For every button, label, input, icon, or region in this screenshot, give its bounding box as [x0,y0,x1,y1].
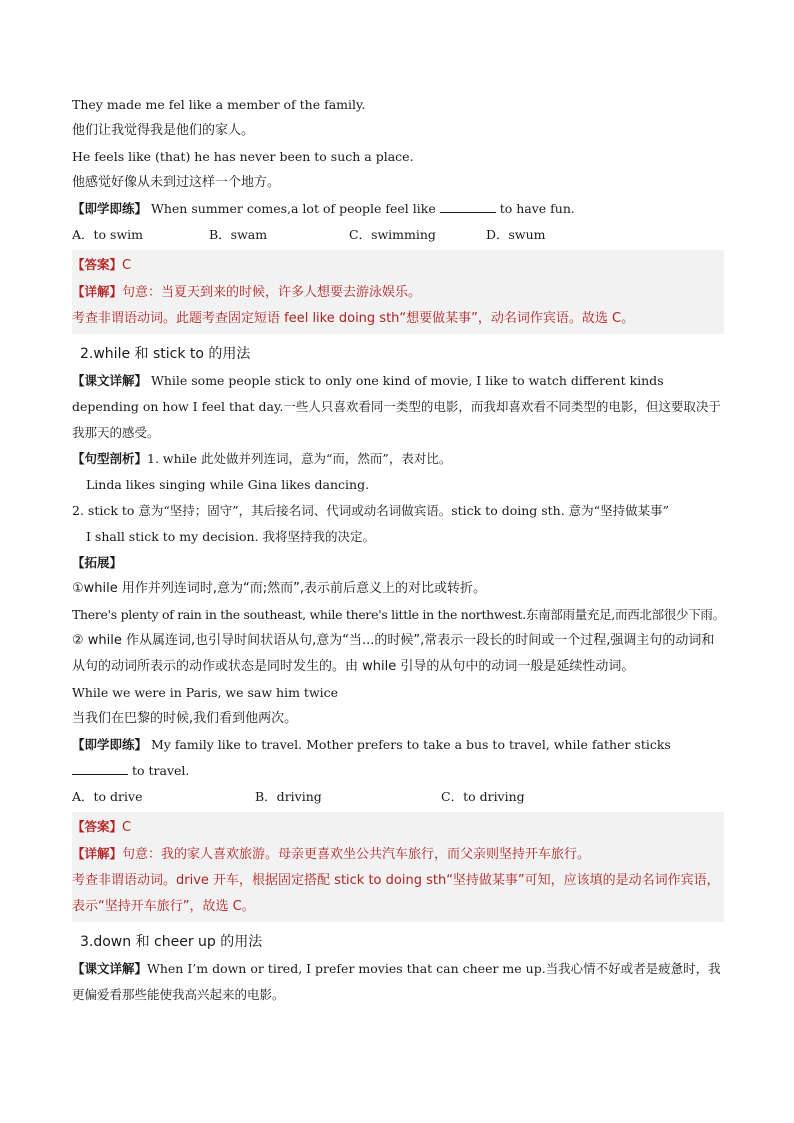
practice-question [72,196,724,222]
detail-explanation: 考查非谓语动词。此题考查固定短语 feel like doing sth“想要做某事”，动名词作宾语。故选 C。 [72,311,635,326]
answer-line [72,814,724,841]
answer-blank [72,762,128,775]
detail-explanation: 考查非谓语动词。drive 开车，根据固定搭配 stick to doing sth“坚持做某事”可知，应该填的是动名词作宾语，表示“坚持开车旅行”，故选 C。 [72,873,720,914]
lesson-tag: 【课文详解】 [72,373,148,388]
section-heading: 2.while 和 stick to 的用法 [80,346,251,362]
question-text: When summer comes,a lot of people feel like [151,201,436,216]
detail-line [72,841,724,868]
option-b: B．swam [209,227,268,242]
analysis-tag: 【句型剖析】 [72,451,148,466]
example-sentence-zh: 他们让我觉得我是他们的家人。 [72,123,255,138]
example-sentence-zh: 他感觉好像从未到过这样一个地方。 [72,175,281,190]
answer-value: C [122,820,132,835]
section-heading: 3.down 和 cheer up 的用法 [80,934,263,950]
option-a: A．to swim [72,227,144,242]
lesson-explanation [72,956,724,1008]
detail-text: 句意：当夏天到来的时候，许多人想要去游泳娱乐。 [122,285,422,300]
analysis-example: I shall stick to my decision. 我将坚持我的决定。 [86,529,376,544]
analysis-text: 2. stick to 意为“坚持；固守”，其后接名词、代词或动名词做宾语。stick to doing sth. 意为“坚持做某事” [72,503,669,518]
answer-box [72,812,724,922]
expand-tag-line [72,550,724,576]
option-a: A．to drive [72,789,143,804]
option-b: B．driving [255,789,322,804]
answer-value: C [122,258,132,273]
options-row [72,784,724,810]
detail-text: 句意：我的家人喜欢旅游。母亲更喜欢坐公共汽车旅行，而父亲则坚持开车旅行。 [122,847,591,862]
example-sentence-en: He feels like (that) he has never been to such a place. [72,149,414,164]
question-text: My family like to travel. Mother prefers to take a bus to travel, while father sticks [151,737,671,752]
document-page [72,92,724,1008]
expand-example: While we were in Paris, we saw him twice [72,685,339,700]
question-text: to travel. [131,763,190,778]
answer-tag: 【答案】 [72,819,123,834]
option-d: D．swum [486,227,546,242]
detail-tag: 【详解】 [72,846,123,861]
expand-tag: 【拓展】 [72,555,123,570]
question-text: to have fun. [499,201,575,216]
example-sentence-en: They made me fel like a member of the family. [72,97,366,112]
answer-line [72,252,724,279]
answer-blank [440,200,496,213]
option-c: C．swimming [349,227,436,242]
practice-question [72,732,724,784]
analysis-example: Linda likes singing while Gina likes dancing. [86,477,370,492]
answer-box [72,250,724,334]
option-c: C．to driving [441,789,525,804]
practice-tag: 【即学即练】 [72,737,148,752]
lesson-tag: 【课文详解】 [72,961,148,976]
practice-tag: 【即学即练】 [72,201,148,216]
analysis-text: 1. while 此处做并列连词，意为“而，然而”，表对比。 [147,451,452,466]
analysis-line [72,446,724,472]
expand-example-zh: 当我们在巴黎的时候,我们看到他两次。 [72,711,298,726]
options-row [72,222,724,248]
detail-line [72,279,724,306]
detail-tag: 【详解】 [72,284,123,299]
expand-text: ①while 用作并列连词时,意为“而;然而”,表示前后意义上的对比或转折。 [72,581,486,596]
lesson-text: When I’m down or tired, I prefer movies that can cheer me up.当我心情不好或者是疲惫时，我更偏爱看那些能使我高兴起来的电影。 [72,961,721,1002]
lesson-text: While some people stick to only one kind of movie, I like to watch different kinds depending on how I feel that day.一些人只喜欢看同一类型的电影，而我却喜欢看不同类型的电影，但这要取决于我那天的感受。 [72,373,721,440]
answer-tag: 【答案】 [72,257,123,272]
expand-example: There's plenty of rain in the southeast, while there's little in the northwest.东南部雨量充足,而西北部很少下雨。 [72,607,725,622]
lesson-explanation [72,368,724,446]
expand-text: ② while 作从属连词,也引导时间状语从句,意为“当...的时候”,常表示一段长的时间或一个过程,强调主句的动词和从句的动词所表示的动作或状态是同时发生的。由 while 引导的从句中的动词一般是延续性动词。 [72,633,715,674]
